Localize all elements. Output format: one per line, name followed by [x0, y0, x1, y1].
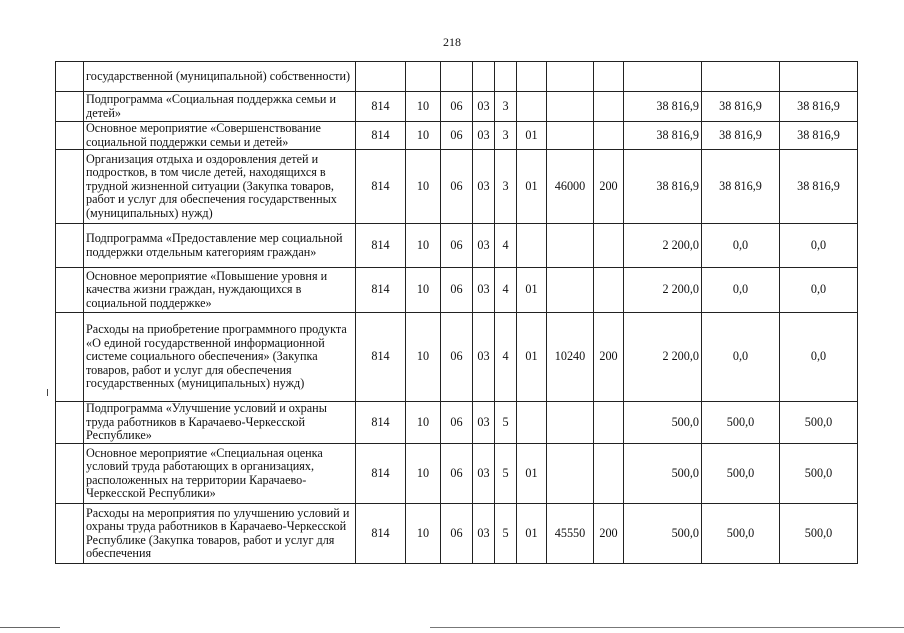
subsection-code-cell: 06: [441, 122, 473, 150]
subsection-code-cell: 06: [441, 92, 473, 122]
item-name-cell: Основное мероприятие «Повышение уровня и качества жизни граждан, нуждающихся в социальной поддержке»: [84, 268, 356, 313]
program-code-cell: 03: [473, 224, 495, 268]
program-code-cell: 03: [473, 313, 495, 402]
program-code-cell: 03: [473, 402, 495, 444]
item-name-cell: Расходы на приобретение программного продукта «О единой государственной информационной системе социального обеспечения» (Закупка товаров, работ и услуг для обеспечения государственных (муниципальных) нужд): [84, 313, 356, 402]
subprogram-code-cell: 3: [495, 150, 517, 224]
direction-code-cell: 10240: [547, 313, 594, 402]
section-code-cell: 10: [406, 224, 441, 268]
amount-year1-cell: 38 816,9: [624, 150, 702, 224]
main-event-code-cell: 01: [517, 150, 547, 224]
admin-code-cell: 814: [356, 224, 406, 268]
amount-year1-cell: 500,0: [624, 444, 702, 504]
amount-year1-cell: 2 200,0: [624, 268, 702, 313]
main-event-code-cell: 01: [517, 313, 547, 402]
subsection-code-cell: 06: [441, 504, 473, 564]
expense-type-cell: 200: [594, 150, 624, 224]
subsection-code-cell: 06: [441, 444, 473, 504]
amount-year2-cell: 0,0: [702, 268, 780, 313]
subprogram-code-cell: 5: [495, 504, 517, 564]
amount-year3-cell: 500,0: [780, 402, 858, 444]
amount-year1-cell: 2 200,0: [624, 313, 702, 402]
row-index-cell: [56, 402, 84, 444]
item-name-cell: Организация отдыха и оздоровления детей и подростков, в том числе детей, находящихся в трудной жизненной ситуации (Закупка товаров, работ и услуг для обеспечения государственных (муниципальных) нужд): [84, 150, 356, 224]
scan-edge: [0, 627, 904, 628]
amount-year2-cell: 500,0: [702, 444, 780, 504]
amount-year1-cell: 38 816,9: [624, 92, 702, 122]
section-code-cell: 10: [406, 122, 441, 150]
item-name-cell: Основное мероприятие «Совершенствование социальной поддержки семьи и детей»: [84, 122, 356, 150]
main-event-code-cell: 01: [517, 122, 547, 150]
program-code-cell: 03: [473, 150, 495, 224]
amount-year3-cell: 0,0: [780, 313, 858, 402]
main-event-code-cell: 01: [517, 504, 547, 564]
program-code-cell: 03: [473, 444, 495, 504]
admin-code-cell: 814: [356, 268, 406, 313]
direction-code-cell: [547, 402, 594, 444]
expense-type-cell: [594, 444, 624, 504]
admin-code-cell: 814: [356, 313, 406, 402]
row-index-cell: [56, 504, 84, 564]
program-code-cell: 03: [473, 268, 495, 313]
row-index-cell: [56, 62, 84, 92]
direction-code-cell: [547, 92, 594, 122]
program-code-cell: [473, 62, 495, 92]
direction-code-cell: [547, 62, 594, 92]
subprogram-code-cell: 4: [495, 313, 517, 402]
admin-code-cell: 814: [356, 444, 406, 504]
admin-code-cell: [356, 62, 406, 92]
amount-year3-cell: 0,0: [780, 268, 858, 313]
amount-year3-cell: 38 816,9: [780, 92, 858, 122]
expense-type-cell: [594, 62, 624, 92]
subprogram-code-cell: 3: [495, 122, 517, 150]
item-name-cell: государственной (муниципальной) собственности): [84, 62, 356, 92]
main-event-code-cell: 01: [517, 444, 547, 504]
row-index-cell: [56, 224, 84, 268]
admin-code-cell: 814: [356, 150, 406, 224]
table-row: [56, 224, 858, 268]
admin-code-cell: 814: [356, 402, 406, 444]
item-name-cell: Расходы на мероприятия по улучшению условий и охраны труда работников в Карачаево-Черкесской Республике (Закупка товаров, работ и услуг для обеспечения: [84, 504, 356, 564]
table-row: [56, 402, 858, 444]
table-row: [56, 268, 858, 313]
table-row: [56, 92, 858, 122]
subprogram-code-cell: 5: [495, 402, 517, 444]
direction-code-cell: 46000: [547, 150, 594, 224]
table-row: [56, 122, 858, 150]
row-index-cell: [56, 313, 84, 402]
amount-year2-cell: 500,0: [702, 402, 780, 444]
row-index-cell: [56, 268, 84, 313]
expense-type-cell: [594, 92, 624, 122]
direction-code-cell: [547, 444, 594, 504]
admin-code-cell: 814: [356, 504, 406, 564]
table-row: [56, 313, 858, 402]
expense-type-cell: [594, 268, 624, 313]
main-event-code-cell: [517, 402, 547, 444]
row-index-cell: [56, 122, 84, 150]
section-code-cell: 10: [406, 313, 441, 402]
item-name-cell: Основное мероприятие «Специальная оценка условий труда работающих в организациях, расположенных на территории Карачаево-Черкесской Республики»: [84, 444, 356, 504]
subprogram-code-cell: [495, 62, 517, 92]
direction-code-cell: 45550: [547, 504, 594, 564]
subsection-code-cell: 06: [441, 224, 473, 268]
table-row: [56, 150, 858, 224]
main-event-code-cell: 01: [517, 268, 547, 313]
subprogram-code-cell: 4: [495, 268, 517, 313]
page-number: 218: [443, 35, 461, 49]
section-code-cell: 10: [406, 402, 441, 444]
row-index-cell: [56, 150, 84, 224]
section-code-cell: [406, 62, 441, 92]
amount-year3-cell: 500,0: [780, 444, 858, 504]
subsection-code-cell: [441, 62, 473, 92]
main-event-code-cell: [517, 62, 547, 92]
scan-mark: [47, 389, 48, 396]
amount-year1-cell: [624, 62, 702, 92]
table-row: [56, 444, 858, 504]
section-code-cell: 10: [406, 504, 441, 564]
expense-type-cell: 200: [594, 313, 624, 402]
expense-type-cell: [594, 122, 624, 150]
row-index-cell: [56, 92, 84, 122]
amount-year2-cell: 0,0: [702, 313, 780, 402]
main-event-code-cell: [517, 92, 547, 122]
amount-year2-cell: 38 816,9: [702, 150, 780, 224]
program-code-cell: 03: [473, 122, 495, 150]
subsection-code-cell: 06: [441, 268, 473, 313]
table-row: [56, 504, 858, 564]
subsection-code-cell: 06: [441, 150, 473, 224]
subsection-code-cell: 06: [441, 402, 473, 444]
item-name-cell: Подпрограмма «Улучшение условий и охраны труда работников в Карачаево-Черкесской Республике»: [84, 402, 356, 444]
amount-year3-cell: 38 816,9: [780, 150, 858, 224]
amount-year2-cell: [702, 62, 780, 92]
item-name-cell: Подпрограмма «Предоставление мер социальной поддержки отдельным категориям граждан»: [84, 224, 356, 268]
subprogram-code-cell: 5: [495, 444, 517, 504]
subsection-code-cell: 06: [441, 313, 473, 402]
amount-year3-cell: 500,0: [780, 504, 858, 564]
amount-year2-cell: 0,0: [702, 224, 780, 268]
amount-year2-cell: 38 816,9: [702, 92, 780, 122]
program-code-cell: 03: [473, 504, 495, 564]
direction-code-cell: [547, 224, 594, 268]
amount-year2-cell: 38 816,9: [702, 122, 780, 150]
table-row: [56, 62, 858, 92]
amount-year1-cell: 2 200,0: [624, 224, 702, 268]
row-index-cell: [56, 444, 84, 504]
budget-table: [55, 61, 858, 564]
amount-year1-cell: 500,0: [624, 402, 702, 444]
program-code-cell: 03: [473, 92, 495, 122]
subprogram-code-cell: 4: [495, 224, 517, 268]
expense-type-cell: [594, 224, 624, 268]
section-code-cell: 10: [406, 444, 441, 504]
section-code-cell: 10: [406, 92, 441, 122]
admin-code-cell: 814: [356, 122, 406, 150]
direction-code-cell: [547, 122, 594, 150]
subprogram-code-cell: 3: [495, 92, 517, 122]
amount-year1-cell: 38 816,9: [624, 122, 702, 150]
amount-year3-cell: 0,0: [780, 224, 858, 268]
section-code-cell: 10: [406, 150, 441, 224]
amount-year3-cell: 38 816,9: [780, 122, 858, 150]
amount-year1-cell: 500,0: [624, 504, 702, 564]
direction-code-cell: [547, 268, 594, 313]
section-code-cell: 10: [406, 268, 441, 313]
main-event-code-cell: [517, 224, 547, 268]
expense-type-cell: 200: [594, 504, 624, 564]
admin-code-cell: 814: [356, 92, 406, 122]
amount-year3-cell: [780, 62, 858, 92]
expense-type-cell: [594, 402, 624, 444]
amount-year2-cell: 500,0: [702, 504, 780, 564]
item-name-cell: Подпрограмма «Социальная поддержка семьи и детей»: [84, 92, 356, 122]
